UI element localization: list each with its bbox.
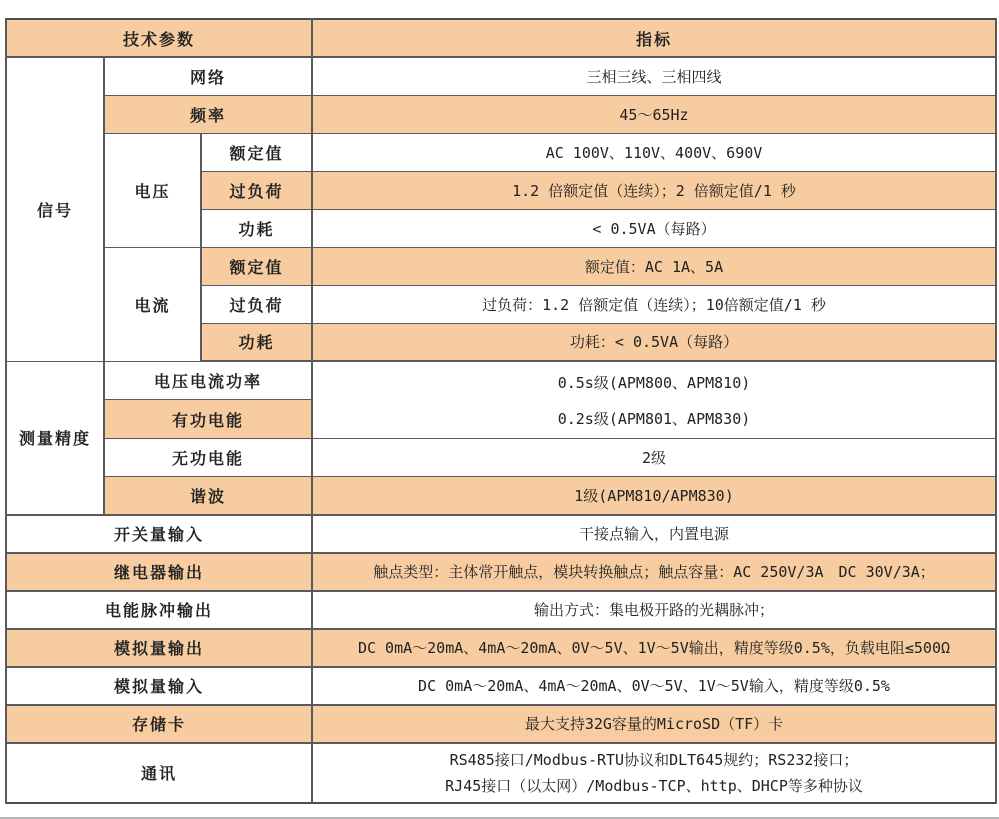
value-analog-input: DC 0mA～20mA、4mA～20mA、0V～5V、1V～5V输入，精度等级0.5% [312, 667, 996, 705]
value-communication-line2: RJ45接口（以太网）/Modbus-TCP、http、DHCP等多种协议 [445, 776, 863, 795]
label-analog-input: 模拟量输入 [6, 667, 312, 705]
value-accuracy-class-05s: 0.5s级(APM800、APM810) [557, 373, 751, 392]
header-cell-tech-params: 技术参数 [6, 19, 312, 57]
group-cell-signal: 信号 [6, 57, 104, 361]
header-cell-index: 指标 [312, 19, 996, 57]
value-frequency: 45～65Hz [312, 95, 996, 133]
value-accuracy-class-02s: 0.2s级(APM801、APM830) [557, 409, 751, 428]
spec-table [5, 18, 997, 804]
label-voltage-power: 功耗 [201, 209, 312, 247]
row-accuracy-vip [6, 361, 996, 400]
value-voltage-power: < 0.5VA（每路） [312, 209, 996, 247]
label-storage-card: 存储卡 [6, 705, 312, 743]
row-network [6, 57, 996, 95]
value-voltage-overload: 1.2 倍额定值（连续）；2 倍额定值/1 秒 [312, 171, 996, 209]
value-accuracy-harmonics: 1级(APM810/APM830) [312, 477, 996, 515]
row-voltage-rated [6, 133, 996, 171]
row-digital-input [6, 515, 996, 553]
row-storage-card [6, 705, 996, 743]
value-analog-output: DC 0mA～20mA、4mA～20mA、0V～5V、1V～5V输出，精度等级0.5%，负载电阻≤500Ω [312, 629, 996, 667]
group-cell-accuracy: 测量精度 [6, 361, 104, 515]
value-relay-output: 触点类型：主体常开触点，模块转换触点；触点容量：AC 250V/3A DC 30V/3A； [312, 553, 996, 591]
value-accuracy-reactive-energy: 2级 [312, 439, 996, 477]
label-voltage-overload: 过负荷 [201, 171, 312, 209]
value-communication [312, 743, 996, 803]
value-voltage-rated: AC 100V、110V、400V、690V [312, 133, 996, 171]
value-communication-line1: RS485接口/Modbus-RTU协议和DLT645规约；RS232接口； [449, 750, 859, 769]
row-frequency [6, 95, 996, 133]
label-accuracy-harmonics: 谐波 [104, 477, 312, 515]
group-cell-current: 电流 [104, 247, 201, 361]
label-current-overload: 过负荷 [201, 285, 312, 323]
value-accuracy-vip-energy [312, 361, 996, 439]
label-frequency: 频率 [104, 95, 312, 133]
value-current-power: 功耗：< 0.5VA（每路） [312, 323, 996, 361]
label-digital-input: 开关量输入 [6, 515, 312, 553]
label-network: 网络 [104, 57, 312, 95]
row-communication [6, 743, 996, 803]
value-current-rated: 额定值：AC 1A、5A [312, 247, 996, 285]
row-accuracy-harmonics [6, 477, 996, 515]
row-analog-input [6, 667, 996, 705]
label-accuracy-active-energy: 有功电能 [104, 400, 312, 439]
row-current-rated [6, 247, 996, 285]
value-digital-input: 干接点输入，内置电源 [312, 515, 996, 553]
row-analog-output [6, 629, 996, 667]
label-voltage-rated: 额定值 [201, 133, 312, 171]
bottom-divider-rule [0, 817, 999, 819]
value-current-overload: 过负荷：1.2 倍额定值（连续）；10倍额定值/1 秒 [312, 285, 996, 323]
label-current-rated: 额定值 [201, 247, 312, 285]
row-accuracy-reactive-energy [6, 439, 996, 477]
row-relay-output [6, 553, 996, 591]
label-energy-pulse-output: 电能脉冲输出 [6, 591, 312, 629]
value-energy-pulse-output: 输出方式：集电极开路的光耦脉冲； [312, 591, 996, 629]
header-row [6, 19, 996, 57]
value-network: 三相三线、三相四线 [312, 57, 996, 95]
group-cell-voltage: 电压 [104, 133, 201, 247]
label-accuracy-reactive-energy: 无功电能 [104, 439, 312, 477]
label-communication: 通讯 [6, 743, 312, 803]
row-energy-pulse-output [6, 591, 996, 629]
label-analog-output: 模拟量输出 [6, 629, 312, 667]
value-storage-card: 最大支持32G容量的MicroSD（TF）卡 [312, 705, 996, 743]
label-accuracy-vip: 电压电流功率 [104, 361, 312, 400]
label-relay-output: 继电器输出 [6, 553, 312, 591]
label-current-power: 功耗 [201, 323, 312, 361]
